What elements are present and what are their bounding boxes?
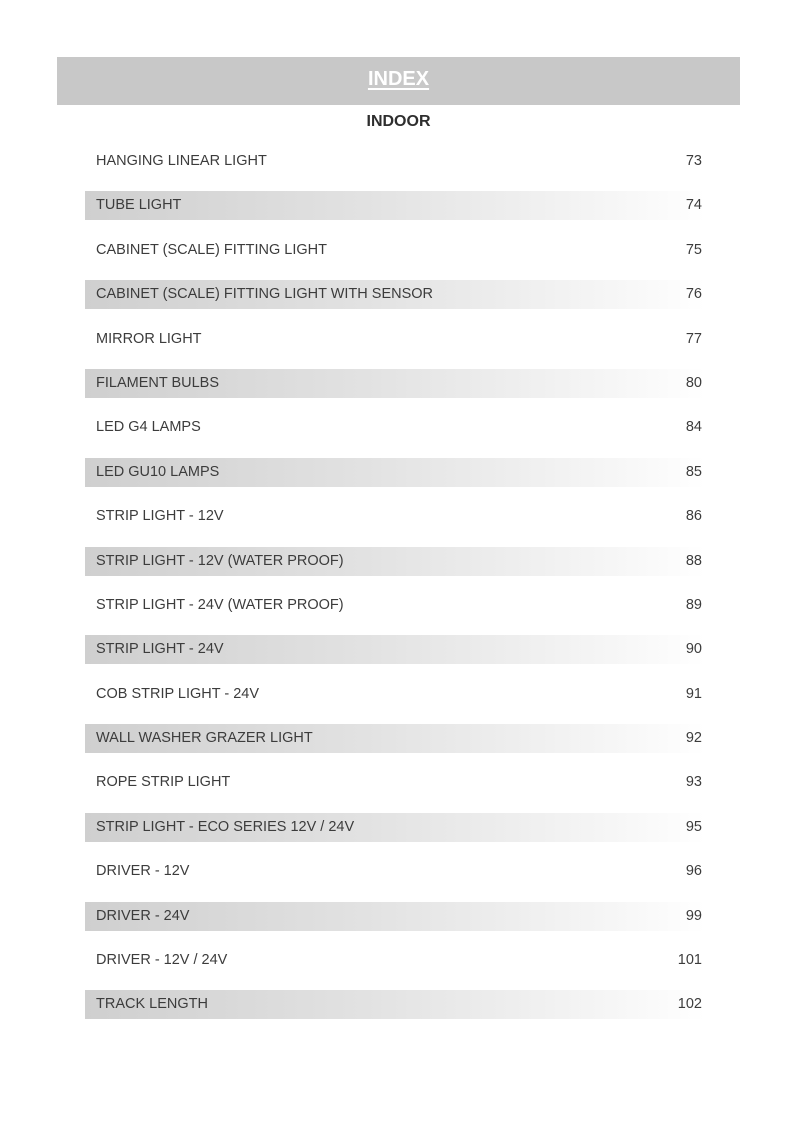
entry-title: STRIP LIGHT - 24V (WATER PROOF) [96,596,344,613]
entry-title: FILAMENT BULBS [96,374,220,391]
entry-title: COB STRIP LIGHT - 24V [96,685,260,702]
entry-page-number: 95 [685,818,702,835]
entry-page-number: 88 [685,552,702,569]
entry-page-number: 101 [677,952,702,969]
toc-entry[interactable] [85,946,705,975]
toc-entry[interactable] [85,325,705,354]
toc-entry[interactable] [85,236,705,265]
index-title: INDEX [367,68,430,90]
toc-entry[interactable] [85,147,705,176]
entry-title: LED G4 LAMPS [96,419,201,436]
toc-entry[interactable] [85,768,705,797]
toc-entry[interactable] [85,547,705,576]
entry-title: STRIP LIGHT - 12V (WATER PROOF) [96,552,344,569]
entry-page-number: 73 [685,153,702,169]
entry-title: MIRROR LIGHT [96,330,202,347]
entry-page-number: 92 [685,730,702,747]
entry-page-number: 89 [685,596,702,613]
entry-page-number: 93 [685,774,702,791]
toc-entry[interactable] [85,990,705,1019]
toc-entry[interactable] [85,857,705,886]
entry-title: TUBE LIGHT [96,197,182,214]
toc-entry[interactable] [85,724,705,753]
entry-page-number: 86 [685,508,702,525]
index-header-band [57,57,740,105]
entry-page-number: 85 [685,463,702,480]
entry-page-number: 74 [685,197,702,214]
entry-page-number: 96 [685,863,702,880]
toc-entry[interactable] [85,280,705,309]
entry-title: DRIVER - 24V [96,907,190,924]
entry-title: STRIP LIGHT - ECO SERIES 12V / 24V [96,818,355,835]
entry-title: TRACK LENGTH [96,996,208,1013]
entry-title: STRIP LIGHT - 12V [96,508,224,525]
entry-page-number: 90 [685,641,702,658]
entry-page-number: 76 [685,286,702,303]
toc-entry[interactable] [85,680,705,709]
entry-page-number: 99 [685,907,702,924]
entry-title: DRIVER - 12V / 24V [96,952,228,969]
toc-entry[interactable] [85,813,705,842]
toc-entry[interactable] [85,591,705,620]
entry-page-number: 91 [685,685,702,702]
toc-entry[interactable] [85,413,705,442]
entry-page-number: 80 [685,374,702,391]
entry-page-number: 75 [685,241,702,258]
entry-title: DRIVER - 12V [96,863,190,880]
entry-title: ROPE STRIP LIGHT [96,774,231,791]
entry-title: LED GU10 LAMPS [96,463,220,480]
toc-entry[interactable] [85,369,705,398]
entry-title: CABINET (SCALE) FITTING LIGHT WITH SENSOR [96,286,434,303]
toc-entry[interactable] [85,902,705,931]
table-of-contents [85,147,705,1035]
entry-title: STRIP LIGHT - 24V [96,641,224,658]
section-title: INDOOR [366,113,431,130]
toc-entry[interactable] [85,635,705,664]
entry-page-number: 84 [685,419,702,436]
entry-title: CABINET (SCALE) FITTING LIGHT [96,241,327,258]
toc-entry[interactable] [85,458,705,487]
toc-entry[interactable] [85,191,705,220]
entry-title: HANGING LINEAR LIGHT [96,153,267,169]
entry-page-number: 102 [677,996,702,1013]
entry-title: WALL WASHER GRAZER LIGHT [96,730,313,747]
toc-entry[interactable] [85,502,705,531]
entry-page-number: 77 [685,330,702,347]
